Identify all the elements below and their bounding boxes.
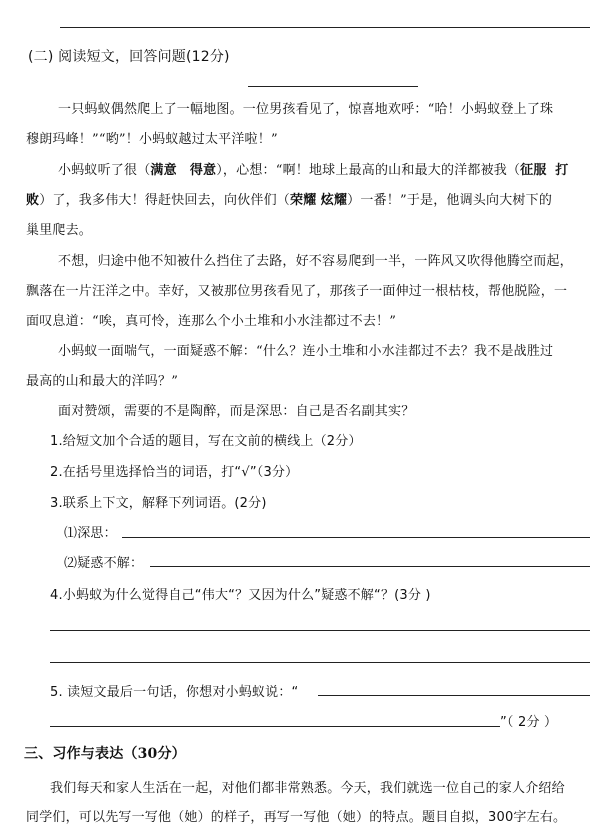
word-option[interactable]: 败	[26, 193, 40, 208]
story-line: 一只蚂蚁偶然爬上了一幅地图。一位男孩看见了，惊喜地欢呼：“哈！小蚂蚁登上了珠	[58, 102, 554, 117]
question-3-item-1: ⑴深思：	[64, 526, 117, 541]
title-blank-line[interactable]	[248, 86, 418, 87]
question-4: 4.小蚂蚁为什么觉得自己“伟大“？又因为什么”疑惑不解“？(3分 )	[50, 588, 431, 603]
story-line: 不想，归途中他不知被什么挡住了去路，好不容易爬到一半，一阵风又吹得他腾空而起，	[58, 254, 573, 269]
story-line: 面对赞颂，需要的不是陶醉，而是深思：自己是否名副其实？	[58, 404, 415, 419]
word-option[interactable]: 得意	[189, 163, 217, 178]
story-text: ）一番！”于是，他调头向大树下的	[347, 193, 553, 208]
answer-line-5-1[interactable]	[318, 695, 590, 696]
story-line-choices	[26, 189, 552, 208]
story-text: 小蚂蚁听了很（	[58, 163, 151, 178]
question-2: 2.在括号里选择恰当的词语，打“√”（3分）	[50, 465, 299, 480]
word-option[interactable]: 打	[555, 163, 569, 178]
question-5: 5. 读短文最后一句话，你想对小蚂蚁说：“	[50, 685, 299, 700]
section-heading: (二) 阅读短文，回答问题(12分)	[28, 49, 230, 65]
answer-line-3-1[interactable]	[122, 537, 590, 538]
story-line: 巢里爬去。	[26, 223, 93, 238]
answer-line-4-2[interactable]	[50, 662, 590, 663]
story-line: 飘落在一片汪洋之中。幸好，又被那位男孩看见了，那孩子一面伸过一根枯枝，帮他脱险，一	[26, 284, 568, 299]
answer-line-5-2[interactable]	[50, 726, 500, 727]
word-option[interactable]: 征服	[520, 163, 547, 178]
story-text: ）了，我多伟大！得赶快回去，向伙伴们（	[39, 193, 291, 208]
writing-prompt-line: 我们每天和家人生活在一起，对他们都非常熟悉。今天，我们就选一位自己的家人介绍给	[50, 781, 565, 796]
word-option[interactable]: 炫耀	[320, 193, 348, 208]
question-3-item-2: ⑵疑惑不解：	[64, 556, 144, 571]
writing-prompt-line: 同学们，可以先写一写他（她）的样子，再写一写他（她）的特点。题目自拟，300字左右。	[26, 810, 567, 825]
question-3: 3.联系上下文，解释下列词语。(2分)	[50, 496, 267, 511]
question-1: 1.给短文加个合适的题目，写在文前的横线上（2分）	[50, 434, 362, 449]
word-option[interactable]: 满意	[150, 163, 177, 178]
answer-line-4-1[interactable]	[50, 630, 590, 631]
story-line: 最高的山和最大的洋吗？”	[26, 374, 179, 389]
section-heading: 三、习作与表达（30分）	[24, 746, 186, 762]
question-5-end: ”（ 2分 ）	[500, 715, 558, 730]
story-line: 面叹息道：“唉，真可怜，连那么个小土堆和小水洼都过不去！”	[26, 314, 397, 329]
word-option[interactable]: 荣耀	[290, 193, 317, 208]
story-line-choices	[58, 159, 568, 178]
top-divider	[60, 27, 590, 28]
story-line: 穆朗玛峰！”“哟”！小蚂蚁越过太平洋啦！”	[26, 132, 278, 147]
story-line: 小蚂蚁一面喘气，一面疑惑不解：“什么？连小土堆和小水洼都过不去？我不是战胜过	[58, 344, 554, 359]
story-text: ），心想：“啊！地球上最高的山和最大的洋都被我（	[216, 163, 521, 178]
answer-line-3-2[interactable]	[150, 566, 590, 567]
